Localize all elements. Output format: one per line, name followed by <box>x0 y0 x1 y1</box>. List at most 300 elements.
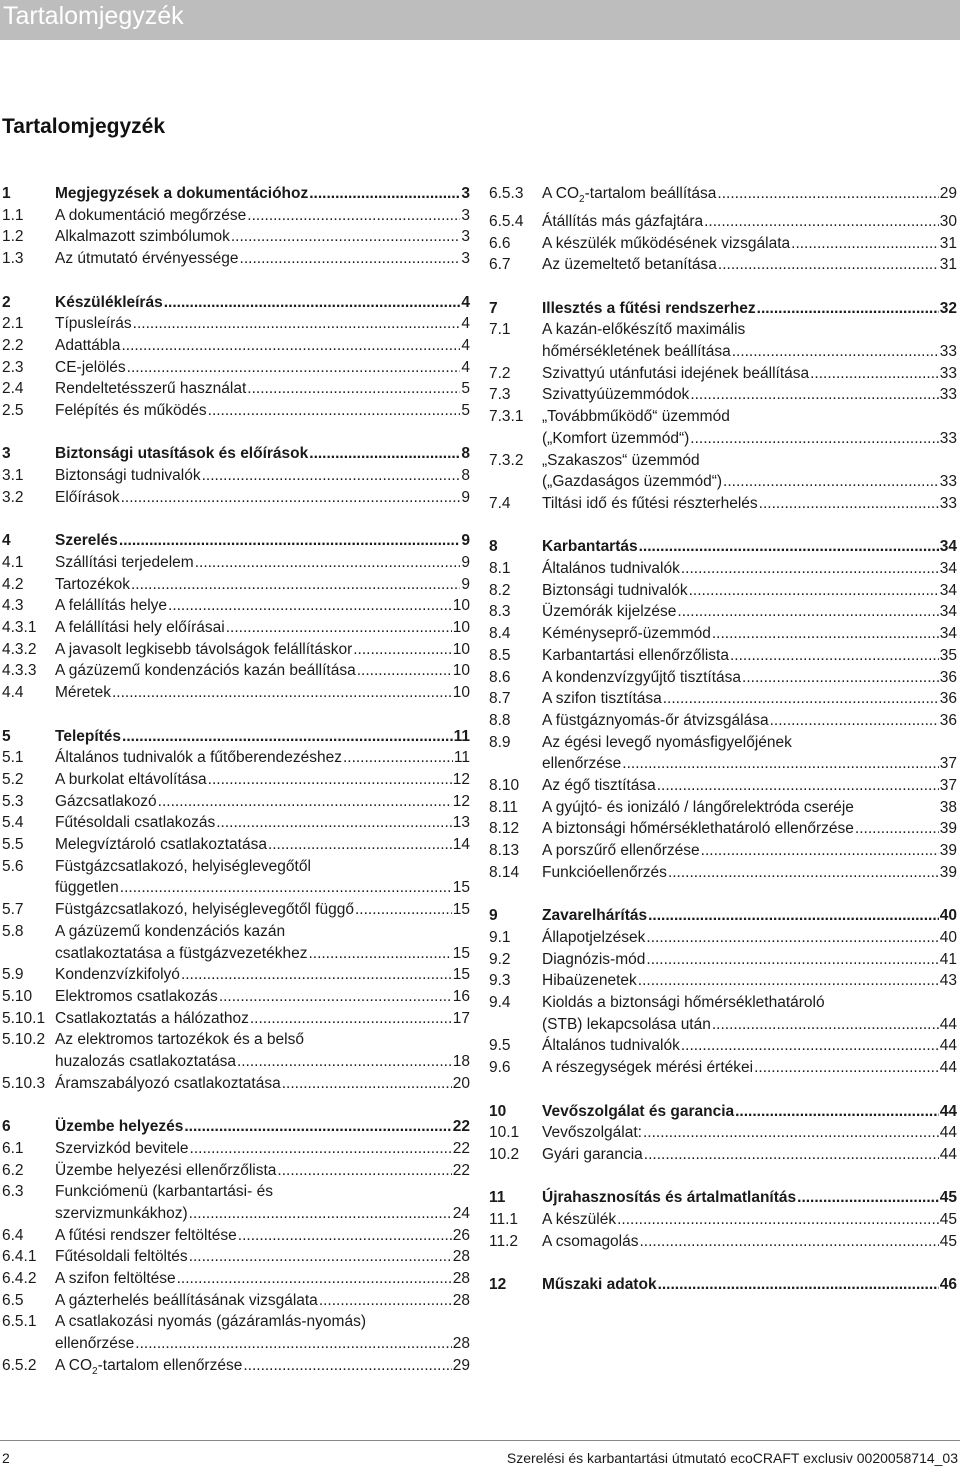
toc-entry-body <box>2 1290 470 1312</box>
toc-leader-dots <box>250 1008 452 1030</box>
toc-number: 10 <box>489 1102 507 1120</box>
toc-line <box>542 753 957 775</box>
toc-line <box>55 552 470 574</box>
toc-title-line: „Szakaszos“ üzemmód <box>542 451 700 469</box>
toc-entry <box>489 667 957 689</box>
toc-number: 6.5.2 <box>2 1356 37 1374</box>
toc-title-text: Méretek <box>55 684 111 702</box>
toc-entry-body <box>2 856 470 899</box>
toc-number: 5.10.1 <box>2 1009 46 1027</box>
toc-leader-dots <box>127 357 461 379</box>
toc-chapter <box>2 1116 470 1138</box>
toc-entry <box>2 400 470 422</box>
toc-entry-body <box>2 1160 470 1182</box>
toc-entry <box>2 574 470 596</box>
toc-title-text: A készülék <box>542 1211 617 1229</box>
toc-page-number: 45 <box>939 1211 957 1229</box>
toc-entry-body <box>2 205 470 227</box>
toc-entry <box>489 927 957 949</box>
toc-title <box>542 341 731 363</box>
toc-entry <box>2 487 470 509</box>
toc-title-text: A gázterhelés beállításának vizsgálata <box>55 1291 318 1309</box>
toc-page-number: 10 <box>452 619 470 637</box>
toc-entry <box>489 493 957 515</box>
toc-entry <box>2 248 470 270</box>
toc-number: 6.4 <box>2 1226 24 1244</box>
toc-title-line: Füstgázcsatlakozó, helyiséglevegőtől <box>55 857 311 875</box>
toc-leader-dots <box>690 428 938 450</box>
toc-title <box>55 1203 188 1225</box>
toc-chapter <box>489 1274 957 1296</box>
toc-leader-dots <box>238 1225 452 1247</box>
toc-title <box>55 1073 281 1095</box>
toc-entry <box>489 862 957 884</box>
toc-title <box>55 335 121 357</box>
toc-page-number: 10 <box>452 684 470 702</box>
toc-leader-dots <box>677 601 938 623</box>
toc-subscript: 2 <box>92 1365 98 1377</box>
header-title: Tartalomjegyzék <box>3 2 184 30</box>
toc-number: 7.3 <box>489 386 511 404</box>
toc-line <box>542 384 957 406</box>
toc-title-text: Gyári garancia <box>542 1145 643 1163</box>
toc-title-text: Biztonsági tudnivalók <box>55 467 201 485</box>
toc-line <box>542 797 957 819</box>
toc-leader-dots <box>689 580 939 602</box>
toc-page-number: 15 <box>452 966 470 984</box>
toc-entry <box>489 623 957 645</box>
toc-title <box>542 384 689 406</box>
toc-page-number: 12 <box>452 770 470 788</box>
toc-page-number: 9 <box>461 553 470 571</box>
toc-page-number: 44 <box>939 1059 957 1077</box>
toc-leader-dots <box>648 905 939 927</box>
toc-page-number: 11 <box>453 727 470 745</box>
toc-title <box>542 601 676 623</box>
toc-entry <box>489 233 957 255</box>
toc-title <box>542 667 741 689</box>
toc-line <box>55 335 470 357</box>
toc-entry-body <box>489 927 957 949</box>
toc-title-text: Szerelés <box>55 532 118 550</box>
toc-entry-body <box>2 443 470 465</box>
toc-chapter <box>489 298 957 320</box>
toc-number: 4.3.2 <box>2 640 37 658</box>
toc-leader-dots <box>690 384 938 406</box>
toc-title-text: A porszűrő ellenőrzése <box>542 842 700 860</box>
toc-title <box>55 682 111 704</box>
toc-title-text: Kéményseprő-üzemmód <box>542 625 711 643</box>
toc-line <box>542 688 957 710</box>
toc-title <box>542 558 680 580</box>
toc-leader-dots <box>855 818 939 840</box>
toc-title-text: Diagnózis-mód <box>542 950 646 968</box>
toc-title-text: Biztonsági tudnivalók <box>542 581 688 599</box>
toc-title-text: Üzembe helyezési ellenőrzőlista <box>55 1161 277 1179</box>
toc-leader-dots <box>208 400 461 422</box>
toc-entry <box>489 1122 957 1144</box>
toc-page-number: 29 <box>452 1356 470 1374</box>
toc-line <box>55 899 470 921</box>
toc-number: 11 <box>489 1189 506 1207</box>
toc-title <box>542 862 667 884</box>
toc-left-column <box>2 183 470 1383</box>
toc-title-text: szervizmunkákhoz) <box>55 1204 188 1222</box>
toc-title <box>55 812 215 834</box>
toc-page-number: 44 <box>939 1102 957 1120</box>
toc-number: 6.7 <box>489 256 511 274</box>
toc-title-text: A szifon tisztítása <box>542 690 662 708</box>
toc-line <box>55 530 470 552</box>
toc-chapter <box>489 1187 957 1209</box>
toc-number: 7.3.2 <box>489 451 524 469</box>
toc-number: 7.2 <box>489 364 511 382</box>
toc-leader-dots <box>243 1355 451 1377</box>
toc-line <box>55 943 470 965</box>
toc-entry <box>489 1231 957 1253</box>
toc-title-text: Általános tudnivalók <box>542 560 680 578</box>
toc-leader-dots <box>208 769 452 791</box>
toc-title-text: A CO <box>55 1356 93 1374</box>
toc-number: 3.2 <box>2 488 24 506</box>
toc-title-text: Üzemórák kijelzése <box>542 603 677 621</box>
toc-entry-body <box>489 1231 957 1253</box>
toc-title-text: A szifon feltöltése <box>55 1270 176 1288</box>
toc-number: 4.2 <box>2 575 24 593</box>
toc-page-number: 30 <box>939 212 957 230</box>
toc-entry <box>489 1035 957 1057</box>
toc-page-number: 11 <box>453 749 470 767</box>
toc-entry-body <box>2 660 470 682</box>
toc-leader-dots <box>195 552 461 574</box>
toc-entry <box>489 688 957 710</box>
toc-entry <box>489 710 957 732</box>
toc-line <box>542 775 957 797</box>
toc-title <box>55 639 352 661</box>
toc-entry-body <box>489 710 957 732</box>
toc-number: 5.7 <box>2 901 24 919</box>
toc-number: 5.4 <box>2 814 24 832</box>
toc-entry <box>2 552 470 574</box>
toc-title-text: Műszaki adatok <box>542 1276 657 1294</box>
toc-title-text: Elektromos csatlakozás <box>55 987 218 1005</box>
toc-number: 2.5 <box>2 402 24 420</box>
toc-entry <box>489 254 957 276</box>
toc-entry <box>2 899 470 921</box>
toc-page-number: 16 <box>452 987 470 1005</box>
toc-title <box>542 536 638 558</box>
toc-title-line: Az égési levegő nyomásfigyelőjének <box>542 733 792 751</box>
toc-page-number: 40 <box>939 907 957 925</box>
toc-line <box>55 877 470 899</box>
toc-page-number: 44 <box>939 1015 957 1033</box>
toc-number: 6.3 <box>2 1183 24 1201</box>
toc-number: 9.1 <box>489 928 511 946</box>
toc-title-text: Az útmutató érvényessége <box>55 250 239 268</box>
toc-entry <box>2 986 470 1008</box>
toc-page-number: 4 <box>461 315 470 333</box>
toc-leader-dots <box>639 536 939 558</box>
toc-entry <box>2 357 470 379</box>
toc-line <box>55 682 470 704</box>
toc-entry-body <box>2 292 470 314</box>
toc-entry <box>2 1290 470 1312</box>
toc-page-number: 33 <box>939 473 957 491</box>
toc-title <box>55 574 130 596</box>
toc-entry <box>2 1311 470 1354</box>
toc-title <box>542 927 645 949</box>
toc-entry <box>489 406 957 449</box>
toc-leader-dots <box>810 363 939 385</box>
toc-title-text: Gázcsatlakozó <box>55 792 157 810</box>
toc-title <box>55 943 307 965</box>
toc-title <box>542 1122 642 1144</box>
toc-line <box>542 818 957 840</box>
toc-line <box>542 298 957 320</box>
toc-leader-dots <box>131 574 460 596</box>
toc-page-number: 38 <box>939 798 957 816</box>
toc-title-text: A kondenzvízgyűjtő tisztítása <box>542 668 742 686</box>
toc-entry-body <box>489 580 957 602</box>
toc-entry-body <box>2 400 470 422</box>
toc-leader-dots <box>617 1209 939 1231</box>
toc-title-text: A CO <box>542 185 580 202</box>
toc-entry <box>489 970 957 992</box>
toc-line <box>55 1203 470 1225</box>
toc-line <box>542 471 957 493</box>
toc-entry-body <box>489 1187 957 1209</box>
toc-leader-dots <box>353 639 452 661</box>
toc-leader-dots <box>226 617 452 639</box>
toc-entry <box>489 818 957 840</box>
toc-title-text: A füstgáznyomás-őr átvizsgálása <box>542 711 769 729</box>
toc-line <box>55 465 470 487</box>
toc-leader-dots <box>268 834 452 856</box>
toc-entry-body <box>489 862 957 884</box>
toc-title <box>55 964 180 986</box>
toc-entry-body <box>489 406 957 449</box>
toc-number: 3.1 <box>2 467 24 485</box>
toc-line <box>542 645 957 667</box>
toc-entry-body <box>489 840 957 862</box>
toc-entry-body <box>2 747 470 769</box>
toc-leader-dots <box>357 660 452 682</box>
toc-entry-body <box>2 552 470 574</box>
toc-page-number: 17 <box>452 1009 470 1027</box>
toc-line <box>55 660 470 682</box>
toc-line <box>55 639 470 661</box>
toc-leader-dots <box>112 682 452 704</box>
toc-title-text: A dokumentáció megőrzése <box>55 206 247 224</box>
toc-title-text: huzalozás csatlakoztatása <box>55 1053 236 1071</box>
toc-title-text: CE-jelölés <box>55 358 126 376</box>
toc-leader-dots <box>343 747 453 769</box>
toc-entry <box>489 363 957 385</box>
toc-title <box>542 905 647 927</box>
toc-page-number: 44 <box>939 1145 957 1163</box>
toc-title-text: Illesztés a fűtési rendszerhez <box>542 299 756 317</box>
toc-title <box>55 400 207 422</box>
toc-title-text: Telepítés <box>55 727 122 745</box>
toc-title <box>542 710 769 732</box>
toc-line <box>542 1035 957 1057</box>
toc-title-text: Fűtésoldali csatlakozás <box>55 814 216 832</box>
toc-title-text: Készülékleírás <box>55 293 163 311</box>
toc-entry-body <box>2 574 470 596</box>
toc-page-number: 34 <box>939 625 957 643</box>
toc-title <box>55 660 356 682</box>
toc-number: 10.2 <box>489 1145 520 1163</box>
toc-page-number: 13 <box>452 814 470 832</box>
toc-entry-body <box>2 986 470 1008</box>
toc-number: 2.2 <box>2 336 24 354</box>
toc-leader-dots <box>120 877 452 899</box>
toc-title <box>542 580 688 602</box>
toc-line <box>55 1355 470 1383</box>
toc-entry-body <box>489 797 957 819</box>
toc-line <box>55 248 470 270</box>
toc-entry <box>2 1225 470 1247</box>
toc-title <box>542 1101 734 1123</box>
toc-title-text: -tartalom ellenőrzése <box>97 1356 243 1374</box>
toc-number: 6.5.3 <box>489 185 524 202</box>
toc-entry-body <box>2 639 470 661</box>
toc-chapter <box>2 292 470 314</box>
toc-number: 8.7 <box>489 690 511 708</box>
toc-number: 8 <box>489 538 498 556</box>
toc-title <box>55 747 342 769</box>
toc-leader-dots <box>657 775 939 797</box>
toc-entry <box>489 384 957 406</box>
toc-page-number: 31 <box>939 256 957 274</box>
toc-title <box>55 313 132 335</box>
toc-line <box>55 1268 470 1290</box>
toc-number: 2.1 <box>2 315 24 333</box>
toc-entry <box>489 645 957 667</box>
toc-leader-dots <box>704 211 939 233</box>
toc-page-number: 8 <box>461 467 470 485</box>
toc-entry-body <box>2 769 470 791</box>
toc-title <box>542 493 758 515</box>
toc-title-text: A felállítási hely előírásai <box>55 619 225 637</box>
toc-leader-dots <box>309 443 460 465</box>
toc-entry-body <box>489 905 957 927</box>
toc-title <box>55 1138 189 1160</box>
toc-title-text: A gázüzemű kondenzációs kazán beállítása <box>55 662 356 680</box>
toc-title <box>542 949 645 971</box>
toc-title <box>55 1246 188 1268</box>
toc-leader-dots <box>638 970 939 992</box>
toc-leader-dots <box>158 791 452 813</box>
toc-number: 4.3.3 <box>2 662 37 680</box>
toc-title <box>55 899 354 921</box>
toc-number: 5.6 <box>2 857 24 875</box>
toc-title-text: hőmérsékletének beállítása <box>542 343 731 360</box>
toc-entry <box>2 1029 470 1072</box>
toc-entry <box>489 558 957 580</box>
toc-entry <box>489 992 957 1035</box>
toc-page-number: 41 <box>939 950 957 968</box>
toc-number: 1.3 <box>2 250 24 268</box>
toc-entry-body <box>2 465 470 487</box>
toc-line <box>55 1008 470 1030</box>
toc-title <box>542 363 809 385</box>
toc-leader-dots <box>712 623 939 645</box>
toc-entry <box>489 775 957 797</box>
toc-line <box>542 949 957 971</box>
toc-leader-dots <box>646 927 938 949</box>
toc-title-line: A kazán-előkészítő maximális <box>542 321 746 339</box>
toc-title <box>55 1290 318 1312</box>
toc-page-number: 34 <box>939 603 957 621</box>
toc-number: 8.13 <box>489 842 520 860</box>
toc-entry <box>2 313 470 335</box>
toc-title <box>542 1057 753 1079</box>
toc-page-number: 4 <box>461 293 470 311</box>
toc-entry <box>2 465 470 487</box>
toc-title <box>55 487 120 509</box>
toc-line <box>542 1057 957 1079</box>
toc-entry-body <box>489 775 957 797</box>
toc-title-text: Szivattyúüzemmódok <box>542 386 690 404</box>
toc-number: 6.4.2 <box>2 1270 37 1288</box>
toc-title <box>55 292 163 314</box>
toc-title <box>55 205 246 227</box>
toc-number: 5.10 <box>2 987 33 1005</box>
toc-title <box>542 688 662 710</box>
toc-title-text: Tiltási idő és fűtési részterhelés <box>542 494 758 512</box>
toc-title-text: Adattábla <box>55 336 121 354</box>
toc-number: 7.4 <box>489 494 511 512</box>
toc-number: 3 <box>2 445 11 463</box>
toc-title <box>55 1333 134 1355</box>
toc-title-text: A biztonsági hőmérséklethatároló ellenőrzése <box>542 820 854 838</box>
toc-leader-dots <box>732 341 939 363</box>
toc-page-number: 33 <box>939 364 957 382</box>
toc-page-number: 22 <box>452 1161 470 1179</box>
toc-number: 5.8 <box>2 922 24 940</box>
toc-number: 10.1 <box>489 1124 520 1142</box>
toc-line <box>542 211 957 233</box>
toc-page-number: 34 <box>939 560 957 578</box>
toc-entry-body <box>489 558 957 580</box>
toc-title-line: Kioldás a biztonsági hőmérséklethatároló <box>542 994 825 1012</box>
toc-line <box>542 1144 957 1166</box>
toc-number: 8.9 <box>489 733 511 751</box>
toc-entry <box>489 183 957 211</box>
toc-chapter <box>2 443 470 465</box>
toc-title <box>55 465 201 487</box>
toc-line <box>542 905 957 927</box>
toc-title-text: Fűtésoldali feltöltés <box>55 1248 188 1266</box>
toc-entry-body <box>2 964 470 986</box>
toc-entry-body <box>489 493 957 515</box>
toc-line <box>55 1051 470 1073</box>
toc-entry-body <box>2 1138 470 1160</box>
toc-title-text: Füstgázcsatlakozó, helyiséglevegőtől függő <box>55 901 354 919</box>
toc-entry-body <box>489 1101 957 1123</box>
toc-line <box>55 791 470 813</box>
toc-line <box>542 1122 957 1144</box>
toc-title-text: független <box>55 879 119 897</box>
toc-leader-dots <box>247 378 460 400</box>
toc-line <box>542 363 957 385</box>
toc-title-text: Áramszabályozó csatlakoztatása <box>55 1074 281 1092</box>
toc-leader-dots <box>742 667 939 689</box>
toc-page-number: 34 <box>939 581 957 599</box>
toc-number: 6.4.1 <box>2 1248 37 1266</box>
toc-line <box>55 595 470 617</box>
